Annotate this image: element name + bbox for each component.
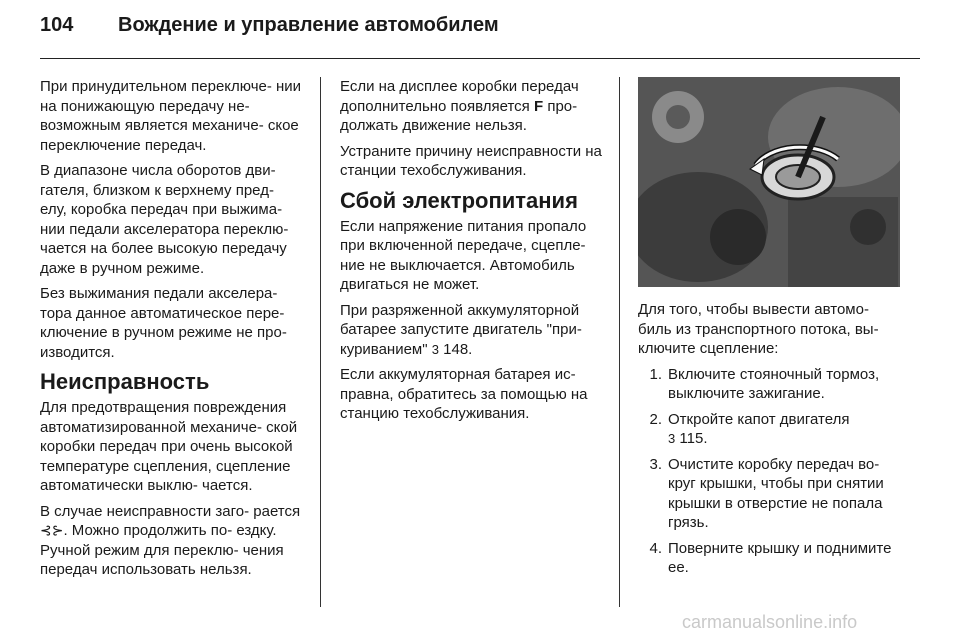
paragraph: В диапазоне числа оборотов дви- гателя, близком к верхнему пред- елу, коробка передач при выжима- нии педали акселератора переклю- чается на более высокую передачу даже в ручном режиме.	[40, 162, 289, 277]
page-title: Вождение и управление автомобилем	[118, 14, 499, 36]
list-item-number: 2.	[649, 410, 662, 428]
text-span: Откройте капот двигателя	[668, 410, 850, 428]
section-heading-malfunction: Неисправность	[40, 369, 210, 394]
column-1	[40, 77, 302, 586]
page-reference-link[interactable]: 115.	[679, 430, 708, 447]
list-item-number: 4.	[649, 539, 662, 557]
page-number: 104	[40, 14, 74, 36]
text-span: про- должать движение нельзя.	[340, 97, 578, 134]
text-span: В случае неисправности заго- рается	[40, 502, 301, 520]
paragraph: Для предотвращения повреждения автоматизированной механиче- ской коробки передач при очень высокой температуре сцепления, сцепление автоматически выклю- чается.	[40, 399, 298, 494]
page-reference-arrow-icon: 3	[668, 431, 676, 446]
paragraph	[40, 502, 302, 580]
column-3	[638, 300, 900, 584]
instruction-list	[638, 365, 900, 578]
section-heading-power-failure: Сбой электропитания	[340, 187, 578, 213]
list-item	[638, 410, 900, 449]
text-span: Если на дисплее коробки передач дополнительно появляется	[340, 78, 579, 115]
paragraph: Устраните причину неисправности на станции техобслуживания.	[340, 142, 602, 179]
list-item-number: 1.	[649, 365, 662, 383]
clutch-warning-icon: ⊰⊱	[40, 522, 64, 538]
paragraph: Если аккумуляторная батарея ис- правна, обратитесь за помощью на станцию техобслуживания.	[340, 366, 588, 422]
list-item-text	[668, 410, 849, 449]
paragraph	[340, 301, 602, 360]
list-item	[638, 539, 900, 578]
list-item-text: Включите стояночный тормоз, выключите зажигание.	[668, 365, 880, 402]
display-letter-f: F	[533, 97, 544, 115]
engine-illustration	[638, 77, 900, 287]
paragraph: Без выжимания педали акселера- тора данное автоматическое пере- ключение в ручном режиме не про- изводится.	[40, 285, 287, 361]
list-item-text: Поверните крышку и поднимите ее.	[668, 539, 892, 576]
page-reference-link[interactable]: 148.	[443, 340, 473, 358]
paragraph: Для того, чтобы вывести автомо- биль из транспортного потока, вы- ключите сцепление:	[638, 301, 879, 357]
column-divider	[320, 77, 321, 607]
engine-photo	[638, 77, 900, 287]
column-divider	[619, 77, 620, 607]
list-item	[638, 365, 900, 404]
watermark: carmanualsonline.info	[682, 612, 858, 632]
page-reference-arrow-icon: 3	[431, 341, 439, 357]
header-rule	[40, 58, 920, 59]
text-span: При разряженной аккумуляторной батарее запустите двигатель "при- куриванием"	[340, 301, 582, 358]
column-2	[340, 77, 602, 430]
list-item	[638, 455, 900, 533]
paragraph	[340, 77, 602, 136]
paragraph: Если напряжение питания пропало при включенной передаче, сцепле- ние не выключается. Автомобиль двигаться не может.	[340, 217, 587, 293]
list-item-number: 3.	[649, 455, 662, 473]
page-header	[40, 14, 499, 44]
text-span: . Можно продолжить по- ездку. Ручной режим для переклю- чения передач использовать нельзя.	[40, 522, 284, 578]
list-item-text: Очистите коробку передач во- круг крышки, чтобы при снятии крышки в отверстие не попала грязь.	[668, 455, 884, 531]
paragraph: При принудительном переключе- нии на понижающую передачу не- возможным является механиче- ское переключение передач.	[40, 78, 302, 154]
